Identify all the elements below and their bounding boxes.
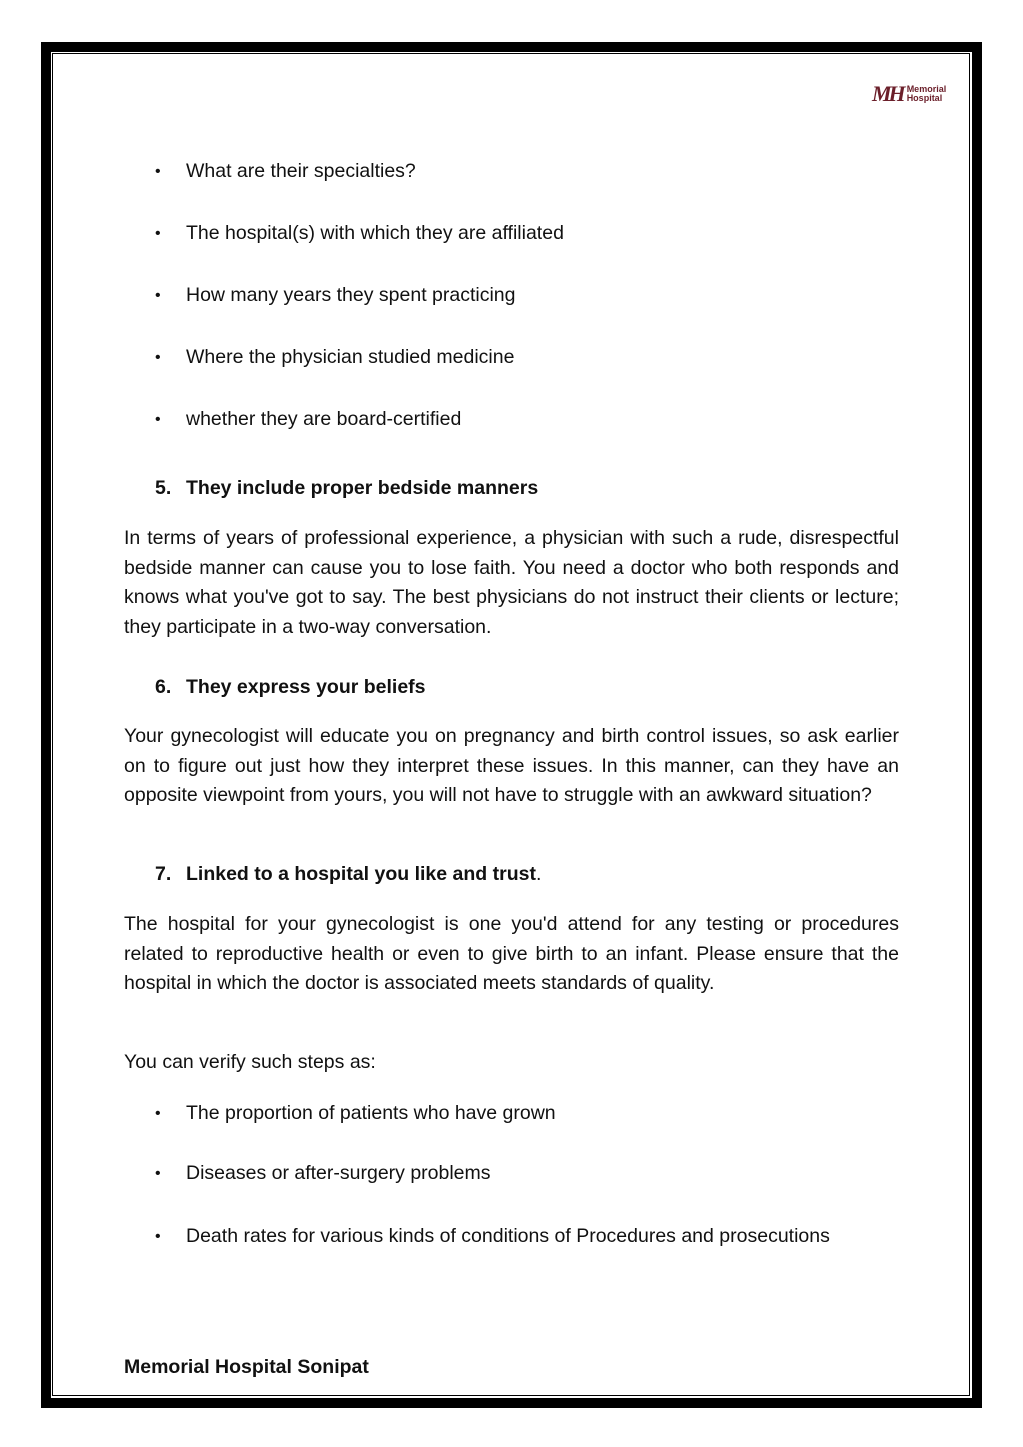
bullet-icon: • [155, 1105, 161, 1122]
section-number: 5. [155, 477, 172, 499]
paragraph: The hospital for your gynecologist is one you'd attend for any testing or procedures related to reproductive health or even to give birth to an infant. Please ensure that the hospital in which the doctor is associated meets standards of quality. [124, 913, 899, 994]
section-number: 6. [155, 676, 172, 698]
logo-line2: Hospital [906, 93, 943, 103]
bullet-icon: • [155, 287, 161, 304]
paragraph: Your gynecologist will educate you on pregnancy and birth control issues, so ask earlier on to figure out just how they interpret these issues. In this manner, can they have an opposite viewpoint from yours, you will not have to struggle with an awkward situation? [124, 725, 899, 806]
list-item-text: Death rates for various kinds of conditions of Procedures and prosecutions [186, 1225, 830, 1247]
list-item-text: whether they are board-certified [186, 408, 462, 430]
section-title: They express your beliefs [186, 676, 426, 698]
list-item [155, 343, 899, 373]
list-item [155, 1222, 899, 1252]
section-number: 7. [155, 863, 172, 885]
footer-text: Memorial Hospital Sonipat [124, 1356, 369, 1378]
logo-mark: MH [872, 81, 903, 106]
section-heading [155, 860, 541, 890]
list-item-text: Where the physician studied medicine [186, 346, 515, 368]
section-title-period: . [535, 863, 542, 885]
section-heading [155, 474, 538, 504]
list-item-text: How many years they spent practicing [186, 284, 516, 306]
paragraph-intro: You can verify such steps as: [124, 1051, 376, 1073]
section-title: Linked to a hospital you like and trust [186, 863, 536, 885]
list-item-text: The hospital(s) with which they are affiliated [186, 222, 564, 244]
bullet-icon: • [155, 1228, 161, 1245]
bullet-icon: • [155, 411, 161, 428]
bullet-icon: • [155, 349, 161, 366]
list-item [155, 157, 899, 187]
list-item [155, 281, 899, 311]
bullet-icon: • [155, 1165, 161, 1182]
list-item [155, 1159, 899, 1189]
logo-text [907, 85, 947, 103]
hospital-logo [872, 82, 962, 106]
list-item [155, 1099, 899, 1129]
bullet-icon: • [155, 163, 161, 180]
list-item [155, 405, 899, 435]
paragraph: In terms of years of professional experience, a physician with such a rude, disrespectful bedside manner can cause you to lose faith. You need a doctor who both responds and knows what you've got to say. The best physicians do not instruct their clients or lecture; they participate in a two-way conversation. [124, 527, 899, 638]
section-title: They include proper bedside manners [186, 477, 539, 499]
bullet-icon: • [155, 225, 161, 242]
list-item [155, 219, 899, 249]
section-heading [155, 673, 426, 703]
logo-line1: Memorial [906, 84, 947, 94]
list-item-text: What are their specialties? [186, 160, 416, 182]
list-item-text: Diseases or after-surgery problems [186, 1162, 491, 1184]
list-item-text: The proportion of patients who have grown [186, 1102, 556, 1124]
